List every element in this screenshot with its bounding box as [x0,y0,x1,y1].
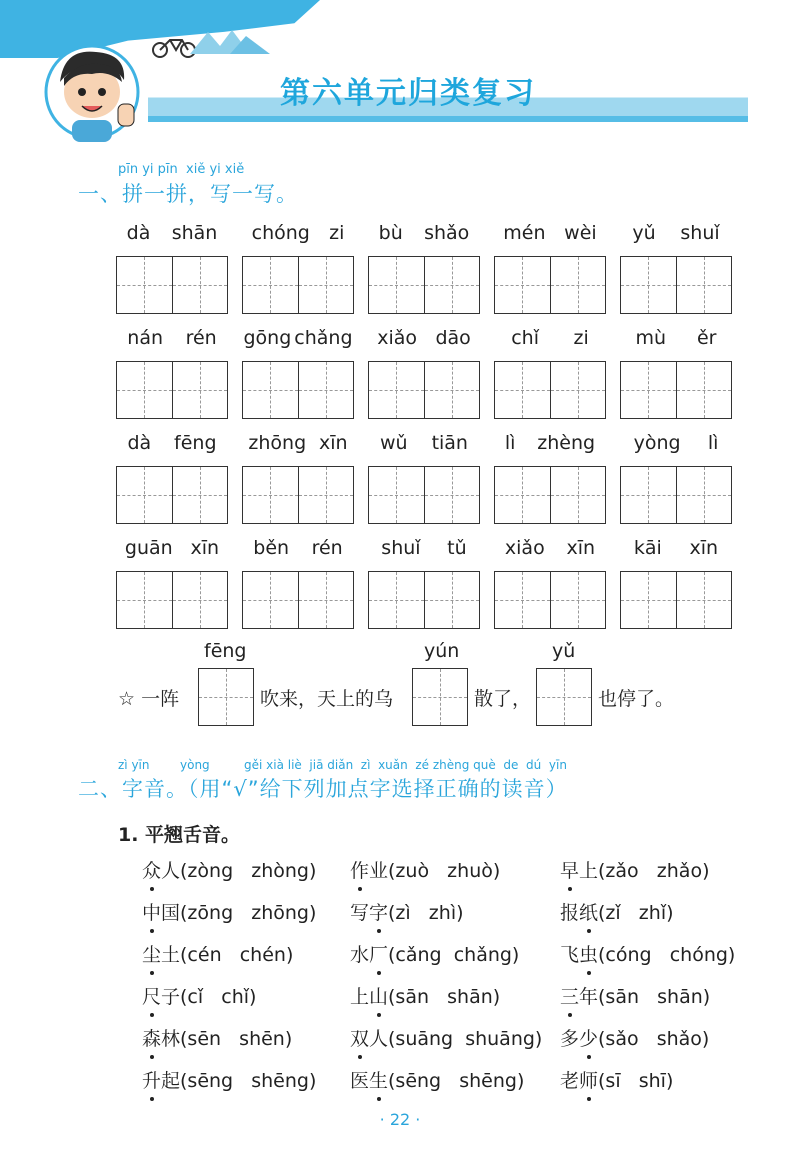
writing-cell[interactable] [677,362,732,418]
word-pinyin [368,222,480,248]
pinyin-syllable: rén [311,537,343,559]
writing-boxes[interactable] [368,571,480,629]
writing-cell[interactable] [621,257,677,313]
page-number: · 22 · [379,1110,421,1129]
word-text: 众人 [142,860,181,882]
pinyin-syllable: zi [329,222,345,244]
word-pinyin [368,432,480,458]
sentence-pinyin-3: yǔ [552,640,576,662]
pronunciation-item[interactable] [560,898,674,925]
writing-box-3[interactable] [536,668,592,726]
pinyin-syllable: zhèng [537,432,596,454]
writing-cell[interactable] [243,257,299,313]
word-item [620,432,732,524]
word-text: 老师 [560,1070,599,1092]
word-pinyin [116,537,228,563]
pinyin-syllable: lì [504,432,516,454]
reading-options: (cóng chóng) [598,944,736,966]
word-pinyin [242,537,354,563]
writing-cell[interactable] [551,257,606,313]
writing-cell[interactable] [299,362,354,418]
writing-boxes[interactable] [116,361,228,419]
writing-boxes[interactable] [368,466,480,524]
word-item [242,537,354,629]
mountains-icon [190,26,270,54]
writing-cell[interactable] [495,257,551,313]
word-item [116,327,228,419]
word-item [242,327,354,419]
reading-options: (cǐ chǐ) [180,986,257,1008]
word-text: 三年 [560,986,599,1008]
pinyin-syllable: xīn [689,537,719,559]
word-pinyin [116,222,228,248]
word-pinyin [368,537,480,563]
reading-options: (cǎng chǎng) [388,944,520,966]
writing-boxes[interactable] [494,256,606,314]
word-item [494,222,606,314]
word-item [494,432,606,524]
writing-boxes[interactable] [620,571,732,629]
emphasis-dot-icon [587,1055,591,1059]
writing-boxes[interactable] [116,256,228,314]
pinyin-syllable: shǎo [424,222,470,244]
pronunciation-item[interactable] [560,982,710,1009]
sentence-exercise [118,640,698,735]
word-text: 森林 [142,1028,181,1050]
word-pinyin [620,537,732,563]
writing-cell[interactable] [425,467,480,523]
pinyin-syllable: tiān [431,432,468,454]
pinyin-syllable: gōng [243,327,292,349]
pronunciation-item[interactable] [560,856,709,883]
emphasis-dot-icon [150,971,154,975]
word-text: 中国 [142,902,181,924]
pinyin-syllable: kāi [633,537,662,559]
writing-cell[interactable] [243,572,299,628]
word-pinyin [494,222,606,248]
pinyin-syllable: nán [127,327,164,349]
word-item [620,327,732,419]
sentence-pinyin-1: fēng [204,640,247,662]
pronunciation-item[interactable] [350,982,500,1009]
pinyin-syllable: fēng [174,432,217,454]
word-text: 医生 [350,1070,389,1092]
pinyin-syllable: shuǐ [680,222,720,244]
writing-cell[interactable] [369,572,425,628]
pinyin-syllable: běn [253,537,290,559]
emphasis-dot-icon [568,887,572,891]
pinyin-syllable: yǔ [632,222,656,244]
word-pinyin [368,327,480,353]
pinyin-syllable: tǔ [447,537,467,559]
sentence-part-3: 散了， [474,688,532,710]
word-item [242,222,354,314]
pinyin-syllable: chǎng [294,327,353,349]
word-text: 上山 [350,986,389,1008]
word-item [620,537,732,629]
writing-cell[interactable] [173,362,228,418]
pronunciation-item[interactable] [560,940,735,967]
word-item [368,432,480,524]
emphasis-dot-icon [587,971,591,975]
pronunciation-item[interactable] [142,898,316,925]
emphasis-dot-icon [150,929,154,933]
reading-options: (zì zhì) [388,902,464,924]
word-item [368,537,480,629]
writing-boxes[interactable] [242,256,354,314]
pinyin-syllable: yòng [633,432,681,454]
writing-cell[interactable] [551,572,606,628]
word-text: 早上 [560,860,599,882]
pinyin-syllable: rén [185,327,217,349]
reading-options: (zuò zhuò) [388,860,501,882]
word-item [368,327,480,419]
reading-options: (suāng shuāng) [388,1028,543,1050]
page-title: 第六单元归类复习 [280,76,536,111]
writing-cell[interactable] [369,257,425,313]
writing-cell[interactable] [117,362,173,418]
writing-cell[interactable] [425,257,480,313]
section1-pinyin: pīn yi pīn xiě yi xiě [118,162,245,177]
writing-cell[interactable] [299,257,354,313]
pronunciation-item[interactable] [350,940,519,967]
pinyin-syllable: xīn [190,537,220,559]
writing-cell[interactable] [243,362,299,418]
pronunciation-item[interactable] [560,1066,673,1093]
pronunciation-item[interactable] [142,856,316,883]
boy-mascot-icon [34,34,160,144]
writing-box-2[interactable] [412,668,468,726]
pinyin-syllable: wǔ [379,432,408,454]
word-text: 写字 [350,902,389,924]
writing-cell[interactable] [369,467,425,523]
reading-options: (sēng shēng) [180,1070,317,1092]
pronunciation-item[interactable] [350,856,500,883]
emphasis-dot-icon [587,1097,591,1101]
word-item [116,432,228,524]
reading-options: (zǎo zhǎo) [598,860,710,882]
word-pinyin [494,327,606,353]
writing-cell[interactable] [299,467,354,523]
pinyin-syllable: dà [126,222,151,244]
emphasis-dot-icon [377,971,381,975]
word-item [494,327,606,419]
reading-options: (cén chén) [180,944,294,966]
word-item [116,537,228,629]
writing-cell[interactable] [677,572,732,628]
pinyin-syllable: mén [503,222,546,244]
pinyin-syllable: xiǎo [377,327,418,349]
emphasis-dot-icon [150,887,154,891]
reading-options: (sān shān) [598,986,711,1008]
pinyin-syllable: xīn [566,537,596,559]
word-item [116,222,228,314]
pinyin-syllable: shuǐ [381,537,421,559]
pinyin-syllable: zhōng [248,432,307,454]
pinyin-syllable: xiǎo [504,537,545,559]
sentence-part-1: ☆ 一阵 [118,688,180,710]
writing-boxes[interactable] [368,256,480,314]
writing-cell[interactable] [495,362,551,418]
word-item [494,537,606,629]
pronunciation-item[interactable] [350,1066,524,1093]
pinyin-syllable: chóng [251,222,310,244]
word-text: 报纸 [560,902,599,924]
emphasis-dot-icon [358,887,362,891]
word-pinyin [494,432,606,458]
reading-options: (zòng zhòng) [180,860,317,882]
word-pinyin [116,432,228,458]
writing-cell[interactable] [621,362,677,418]
writing-cell[interactable] [621,572,677,628]
writing-cell[interactable] [425,572,480,628]
writing-boxes[interactable] [494,361,606,419]
pinyin-syllable: mù [635,327,667,349]
emphasis-dot-icon [358,1055,362,1059]
reading-options: (zōng zhōng) [180,902,317,924]
writing-boxes[interactable] [368,361,480,419]
writing-boxes[interactable] [242,571,354,629]
word-pinyin [620,222,732,248]
reading-options: (sān shān) [388,986,501,1008]
emphasis-dot-icon [150,1013,154,1017]
word-text: 作业 [350,860,389,882]
pinyin-syllable: zi [573,327,589,349]
pinyin-syllable: guān [124,537,173,559]
emphasis-dot-icon [377,1013,381,1017]
writing-cell[interactable] [621,467,677,523]
pinyin-syllable: bù [378,222,403,244]
writing-cell[interactable] [117,257,173,313]
writing-cell[interactable] [243,467,299,523]
writing-boxes[interactable] [494,466,606,524]
writing-boxes[interactable] [242,466,354,524]
pronunciation-item[interactable] [142,982,256,1009]
writing-cell[interactable] [677,257,732,313]
sentence-part-4: 也停了。 [598,688,675,710]
pronunciation-item[interactable] [142,940,293,967]
pronunciation-item[interactable] [142,1024,292,1051]
writing-boxes[interactable] [620,361,732,419]
writing-cell[interactable] [551,362,606,418]
word-item [242,432,354,524]
writing-cell[interactable] [495,467,551,523]
writing-cell[interactable] [117,572,173,628]
word-pinyin [620,432,732,458]
section1-title: 一、拼一拼，写一写。 [78,182,298,206]
emphasis-dot-icon [150,1055,154,1059]
word-pinyin [494,537,606,563]
word-pinyin [116,327,228,353]
writing-cell[interactable] [117,467,173,523]
pinyin-syllable: chǐ [511,327,540,349]
writing-cell[interactable] [173,257,228,313]
writing-boxes[interactable] [620,466,732,524]
writing-cell[interactable] [173,572,228,628]
reading-options: (sī shī) [598,1070,674,1092]
word-text: 多少 [560,1028,599,1050]
writing-boxes[interactable] [116,466,228,524]
writing-cell[interactable] [495,572,551,628]
word-item [620,222,732,314]
pronunciation-item[interactable] [350,898,464,925]
word-text: 双人 [350,1028,389,1050]
writing-cell[interactable] [369,362,425,418]
reading-options: (sēn shēn) [180,1028,293,1050]
word-text: 水厂 [350,944,389,966]
emphasis-dot-icon [568,1013,572,1017]
pinyin-syllable: dāo [435,327,471,349]
pinyin-syllable: ěr [696,327,717,349]
writing-boxes[interactable] [116,571,228,629]
word-text: 尘土 [142,944,181,966]
pronunciation-item[interactable] [350,1024,542,1051]
pinyin-syllable: shān [171,222,218,244]
emphasis-dot-icon [150,1097,154,1101]
word-pinyin [242,327,354,353]
emphasis-dot-icon [587,929,591,933]
writing-box-1[interactable] [198,668,254,726]
pinyin-syllable: xīn [318,432,348,454]
reading-options: (sēng shēng) [388,1070,525,1092]
pronunciation-item[interactable] [142,1066,316,1093]
sentence-pinyin-2: yún [424,640,460,662]
writing-boxes[interactable] [620,256,732,314]
word-text: 升起 [142,1070,181,1092]
writing-cell[interactable] [299,572,354,628]
word-text: 尺子 [142,986,181,1008]
section2-pinyin: zì yīn yòng gěi xià liè jiā diǎn zì xuǎn zé zhèng què de dú yīn [118,758,567,772]
pinyin-syllable: wèi [564,222,597,244]
writing-cell[interactable] [677,467,732,523]
reading-options: (zǐ zhǐ) [598,902,674,924]
writing-cell[interactable] [425,362,480,418]
subsection-title: 1. 平翘舌音。 [118,824,241,846]
reading-options: (sǎo shǎo) [598,1028,710,1050]
writing-cell[interactable] [551,467,606,523]
word-pinyin [620,327,732,353]
section2-title: 二、字音。（用“√”给下列加点字选择正确的读音） [78,777,568,801]
writing-boxes[interactable] [242,361,354,419]
pronunciation-item[interactable] [560,1024,709,1051]
emphasis-dot-icon [377,929,381,933]
sentence-part-2: 吹来，天上的乌 [260,688,394,710]
pinyin-syllable: dà [127,432,152,454]
word-pinyin [242,222,354,248]
word-item [368,222,480,314]
writing-boxes[interactable] [494,571,606,629]
pinyin-syllable: lì [707,432,719,454]
word-text: 飞虫 [560,944,599,966]
word-pinyin [242,432,354,458]
emphasis-dot-icon [377,1097,381,1101]
writing-cell[interactable] [173,467,228,523]
